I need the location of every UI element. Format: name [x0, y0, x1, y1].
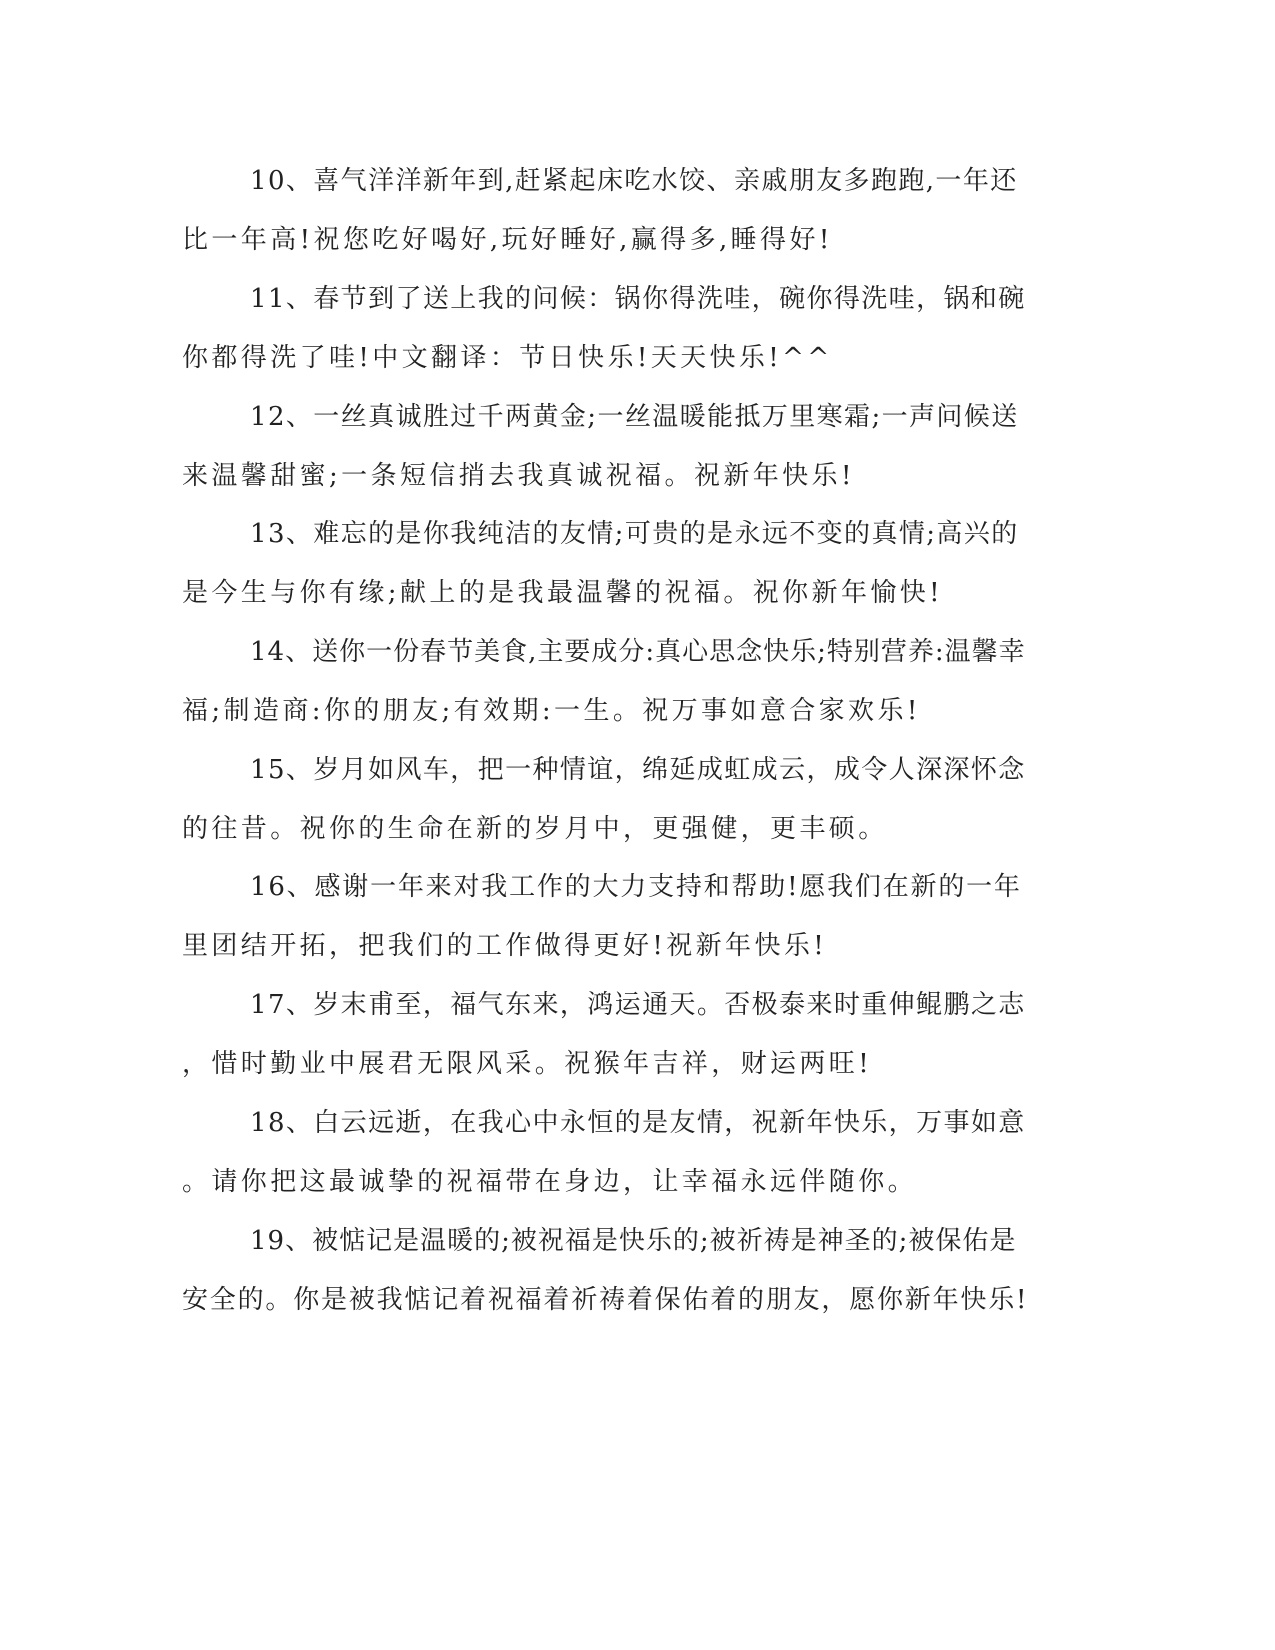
paragraph-11-line-1: 11、春节到了送上我的问候：锅你得洗哇，碗你得洗哇，锅和碗 [250, 284, 1026, 314]
paragraph-19-line-2: 安全的。你是被我惦记着祝福着祈祷着保佑着的朋友，愿你新年快乐! [182, 1285, 1029, 1315]
paragraph-17-line-1: 17、岁末甫至，福气东来，鸿运通天。否极泰来时重伸鲲鹏之志 [250, 990, 1026, 1020]
paragraph-18-line-2: 。请你把这最诚挚的祝福带在身边，让幸福永远伴随你。 [182, 1167, 918, 1197]
paragraph-16-line-2: 里团结开拓，把我们的工作做得更好!祝新年快乐! [182, 931, 828, 961]
paragraph-10-line-2: 比一年高!祝您吃好喝好,玩好睡好,赢得多,睡得好! [182, 225, 833, 255]
paragraph-19-line-1: 19、被惦记是温暖的;被祝福是快乐的;被祈祷是神圣的;被保佑是 [250, 1226, 1017, 1256]
paragraph-13-line-2: 是今生与你有缘;献上的是我最温馨的祝福。祝你新年愉快! [182, 578, 944, 608]
paragraph-12-line-1: 12、一丝真诚胜过千两黄金;一丝温暖能抵万里寒霜;一声问候送 [250, 402, 1019, 432]
paragraph-16-line-1: 16、感谢一年来对我工作的大力支持和帮助!愿我们在新的一年 [250, 872, 1022, 902]
paragraph-18-line-1: 18、白云远逝，在我心中永恒的是友情，祝新年快乐，万事如意 [250, 1108, 1026, 1138]
paragraph-15-line-2: 的往昔。祝你的生命在新的岁月中，更强健，更丰硕。 [182, 814, 888, 844]
paragraph-17-line-2: ，惜时勤业中展君无限风采。祝猴年吉祥，财运两旺! [182, 1049, 873, 1079]
paragraph-11-line-2: 你都得洗了哇!中文翻译：节日快乐!天天快乐!^^ [182, 343, 833, 373]
paragraph-13-line-1: 13、难忘的是你我纯洁的友情;可贵的是永远不变的真情;高兴的 [250, 519, 1019, 549]
paragraph-14-line-2: 福;制造商:你的朋友;有效期:一生。祝万事如意合家欢乐! [182, 696, 921, 726]
paragraph-14-line-1: 14、送你一份春节美食,主要成分:真心思念快乐;特别营养:温馨幸 [250, 637, 1026, 667]
paragraph-12-line-2: 来温馨甜蜜;一条短信捎去我真诚祝福。祝新年快乐! [182, 461, 855, 491]
paragraph-15-line-1: 15、岁月如风车，把一种情谊，绵延成虹成云，成令人深深怀念 [250, 755, 1026, 785]
paragraph-10-line-1: 10、喜气洋洋新年到,赶紧起床吃水饺、亲戚朋友多跑跑,一年还 [250, 166, 1018, 196]
